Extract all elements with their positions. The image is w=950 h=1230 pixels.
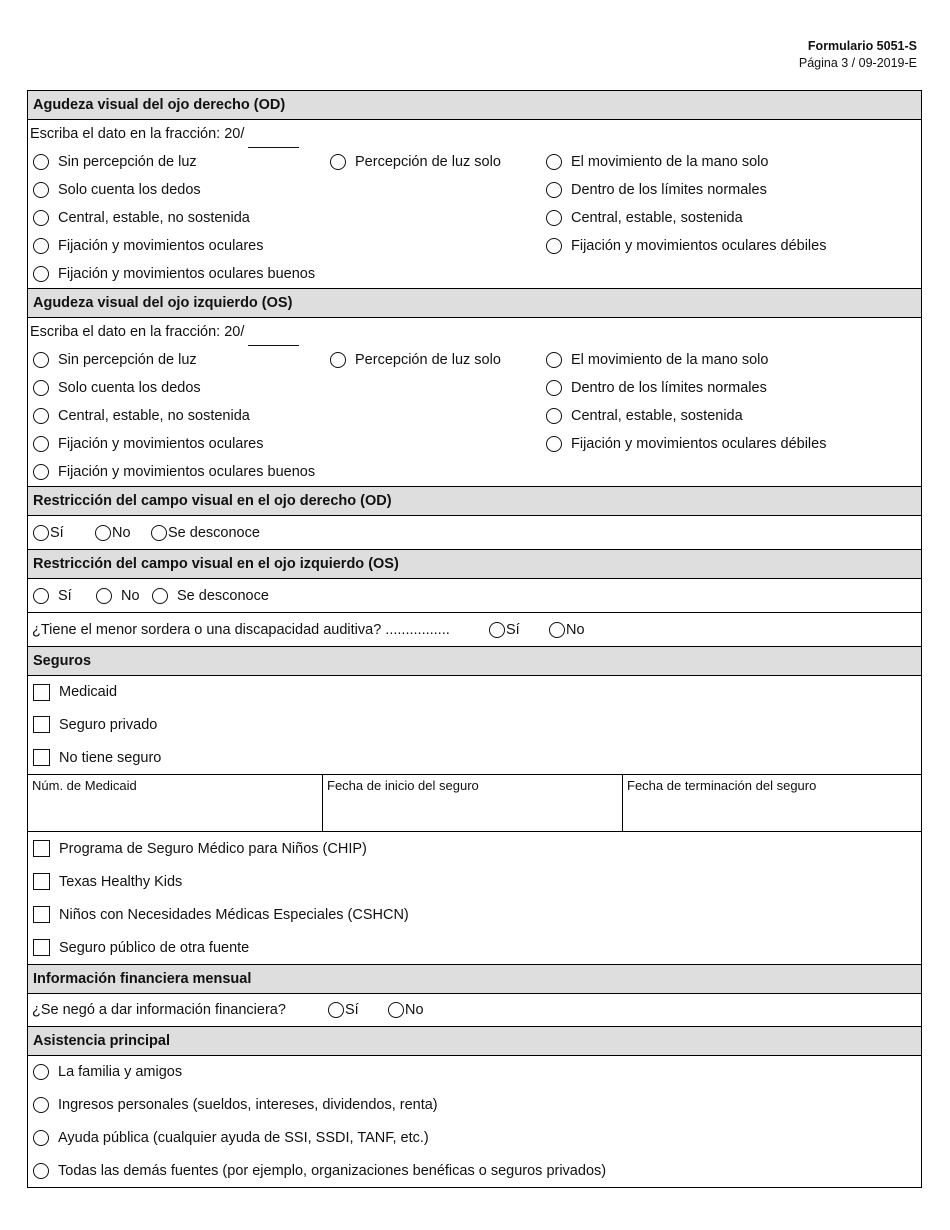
- radio-icon[interactable]: [330, 352, 346, 368]
- support-other-row: [28, 1154, 921, 1187]
- insurance-end-date-field[interactable]: Fecha de terminación del seguro: [622, 775, 921, 831]
- acuity-od-title: Agudeza visual del ojo derecho (OD): [28, 91, 921, 120]
- radio-icon[interactable]: [33, 588, 49, 604]
- insurance-other-public[interactable]: Seguro público de otra fuente: [33, 931, 249, 964]
- radio-icon[interactable]: [33, 380, 49, 396]
- acuity-od-fraction-label: Escriba el dato en la fracción: 20/: [30, 126, 245, 142]
- hearing-row: [28, 613, 921, 647]
- checkbox-icon[interactable]: [33, 684, 50, 701]
- radio-icon[interactable]: [151, 525, 167, 541]
- acuity-os-hand-motion[interactable]: El movimiento de la mano solo: [546, 346, 768, 374]
- radio-icon[interactable]: [33, 182, 49, 198]
- radio-icon[interactable]: [546, 380, 562, 396]
- acuity-od-no-light[interactable]: Sin percepción de luz: [33, 148, 197, 176]
- acuity-od-fixation-good[interactable]: Fijación y movimientos oculares buenos: [33, 260, 315, 288]
- acuity-os-central-not-sustained[interactable]: Central, estable, no sostenida: [33, 402, 250, 430]
- financial-title: Información financiera mensual: [28, 964, 921, 994]
- radio-icon[interactable]: [546, 238, 562, 254]
- radio-icon[interactable]: [328, 1002, 344, 1018]
- acuity-os-row-2: [28, 374, 921, 402]
- field-os-unknown[interactable]: Se desconoce: [152, 579, 269, 612]
- insurance-chip-row: [28, 832, 921, 865]
- acuity-os-fraction-row: [28, 318, 921, 346]
- insurance-texas-healthy-kids[interactable]: Texas Healthy Kids: [33, 865, 182, 898]
- insurance-cshcn[interactable]: Niños con Necesidades Médicas Especiales (CSHCN): [33, 898, 409, 931]
- financial-row: [28, 994, 921, 1027]
- radio-icon[interactable]: [33, 210, 49, 226]
- insurance-medicaid-row: [28, 676, 921, 708]
- checkbox-icon[interactable]: [33, 716, 50, 733]
- insurance-texas-row: [28, 865, 921, 898]
- radio-icon[interactable]: [33, 1064, 49, 1080]
- acuity-os-row-4: [28, 430, 921, 458]
- field-od-no[interactable]: No: [95, 516, 131, 549]
- acuity-os-light-only[interactable]: Percepción de luz solo: [330, 346, 501, 374]
- radio-icon[interactable]: [33, 352, 49, 368]
- acuity-od-central-not-sustained[interactable]: Central, estable, no sostenida: [33, 204, 250, 232]
- field-od-yes[interactable]: Sí: [33, 516, 64, 549]
- insurance-private-row: [28, 708, 921, 741]
- radio-icon[interactable]: [152, 588, 168, 604]
- radio-icon[interactable]: [33, 154, 49, 170]
- radio-icon[interactable]: [546, 182, 562, 198]
- field-os-yes[interactable]: Sí: [33, 579, 72, 612]
- support-public-row: [28, 1121, 921, 1154]
- acuity-os-fixation-weak[interactable]: Fijación y movimientos oculares débiles: [546, 430, 826, 458]
- acuity-od-row-2: [28, 176, 921, 204]
- acuity-od-row-1: [28, 148, 921, 176]
- radio-icon[interactable]: [33, 408, 49, 424]
- insurance-title: Seguros: [28, 647, 921, 676]
- insurance-cshcn-row: [28, 898, 921, 931]
- support-family[interactable]: La familia y amigos: [33, 1056, 182, 1088]
- radio-icon[interactable]: [388, 1002, 404, 1018]
- field-os-title: Restricción del campo visual en el ojo izquierdo (OS): [28, 550, 921, 579]
- acuity-od-central-sustained[interactable]: Central, estable, sostenida: [546, 204, 743, 232]
- insurance-other-public-row: [28, 931, 921, 964]
- hearing-no[interactable]: No: [549, 613, 585, 646]
- acuity-os-fixation-good[interactable]: Fijación y movimientos oculares buenos: [33, 458, 315, 486]
- radio-icon[interactable]: [33, 464, 49, 480]
- acuity-od-hand-motion[interactable]: El movimiento de la mano solo: [546, 148, 768, 176]
- acuity-os-fraction-label: Escriba el dato en la fracción: 20/: [30, 324, 245, 340]
- radio-icon[interactable]: [546, 408, 562, 424]
- acuity-os-no-light[interactable]: Sin percepción de luz: [33, 346, 197, 374]
- checkbox-icon[interactable]: [33, 749, 50, 766]
- radio-icon[interactable]: [33, 238, 49, 254]
- radio-icon[interactable]: [96, 588, 112, 604]
- radio-icon[interactable]: [546, 352, 562, 368]
- insurance-private[interactable]: Seguro privado: [33, 708, 157, 741]
- insurance-medicaid[interactable]: Medicaid: [33, 676, 117, 708]
- acuity-od-fixation-weak[interactable]: Fijación y movimientos oculares débiles: [546, 232, 826, 260]
- acuity-os-title: Agudeza visual del ojo izquierdo (OS): [28, 288, 921, 318]
- form-id: Formulario 5051-S: [807, 39, 917, 53]
- support-family-row: [28, 1056, 921, 1088]
- hearing-question: ¿Tiene el menor sordera o una discapacidad auditiva? ................: [32, 621, 450, 638]
- acuity-os-within-normal[interactable]: Dentro de los límites normales: [546, 374, 767, 402]
- acuity-os-fraction-input[interactable]: [248, 319, 299, 346]
- radio-icon[interactable]: [546, 154, 562, 170]
- support-personal-income[interactable]: Ingresos personales (sueldos, intereses, dividendos, renta): [33, 1088, 438, 1121]
- acuity-os-row-1: [28, 346, 921, 374]
- financial-yes[interactable]: Sí: [328, 994, 359, 1026]
- acuity-od-fraction-input[interactable]: [248, 121, 299, 148]
- checkbox-icon[interactable]: [33, 840, 50, 857]
- field-od-title: Restricción del campo visual en el ojo derecho (OD): [28, 486, 921, 516]
- radio-icon[interactable]: [33, 525, 49, 541]
- support-public-aid[interactable]: Ayuda pública (cualquier ayuda de SSI, SSDI, TANF, etc.): [33, 1121, 429, 1154]
- insurance-none[interactable]: No tiene seguro: [33, 741, 161, 774]
- insurance-fields: [28, 774, 921, 832]
- insurance-none-row: [28, 741, 921, 774]
- acuity-od-row-5: [28, 260, 921, 288]
- insurance-chip[interactable]: Programa de Seguro Médico para Niños (CHIP): [33, 832, 367, 865]
- radio-icon[interactable]: [489, 622, 505, 638]
- field-os-row: [28, 579, 921, 613]
- acuity-os-fixation-movements[interactable]: Fijación y movimientos oculares: [33, 430, 264, 458]
- acuity-os-row-3: [28, 402, 921, 430]
- hearing-yes[interactable]: Sí: [489, 613, 520, 646]
- acuity-od-counts-fingers[interactable]: Solo cuenta los dedos: [33, 176, 201, 204]
- acuity-od-fixation-movements[interactable]: Fijación y movimientos oculares: [33, 232, 264, 260]
- radio-icon[interactable]: [330, 154, 346, 170]
- acuity-od-fraction-row: [28, 120, 921, 148]
- radio-icon[interactable]: [33, 436, 49, 452]
- acuity-od-within-normal[interactable]: Dentro de los límites normales: [546, 176, 767, 204]
- acuity-os-central-sustained[interactable]: Central, estable, sostenida: [546, 402, 743, 430]
- medicaid-number-field[interactable]: Núm. de Medicaid: [32, 778, 137, 793]
- radio-icon[interactable]: [546, 210, 562, 226]
- insurance-start-date-field[interactable]: Fecha de inicio del seguro: [322, 775, 622, 831]
- radio-icon[interactable]: [33, 1163, 49, 1179]
- field-od-row: [28, 516, 921, 550]
- radio-icon[interactable]: [33, 1097, 49, 1113]
- financial-no[interactable]: No: [388, 994, 424, 1026]
- financial-question: ¿Se negó a dar información financiera?: [32, 1002, 286, 1018]
- field-od-unknown[interactable]: Se desconoce: [151, 516, 260, 549]
- radio-icon[interactable]: [33, 1130, 49, 1146]
- radio-icon[interactable]: [33, 266, 49, 282]
- radio-icon[interactable]: [95, 525, 111, 541]
- radio-icon[interactable]: [549, 622, 565, 638]
- field-os-no[interactable]: No: [96, 579, 140, 612]
- checkbox-icon[interactable]: [33, 906, 50, 923]
- radio-icon[interactable]: [546, 436, 562, 452]
- acuity-od-light-only[interactable]: Percepción de luz solo: [330, 148, 501, 176]
- page-info: Página 3 / 09-2019-E: [798, 56, 917, 70]
- form-table: [27, 90, 922, 1188]
- acuity-os-counts-fingers[interactable]: Solo cuenta los dedos: [33, 374, 201, 402]
- acuity-od-row-4: [28, 232, 921, 260]
- checkbox-icon[interactable]: [33, 939, 50, 956]
- support-title: Asistencia principal: [28, 1027, 921, 1056]
- acuity-os-row-5: [28, 458, 921, 486]
- support-other-sources[interactable]: Todas las demás fuentes (por ejemplo, organizaciones benéficas o seguros privados): [33, 1154, 606, 1187]
- acuity-od-row-3: [28, 204, 921, 232]
- form-header: [799, 38, 917, 72]
- checkbox-icon[interactable]: [33, 873, 50, 890]
- support-personal-row: [28, 1088, 921, 1121]
